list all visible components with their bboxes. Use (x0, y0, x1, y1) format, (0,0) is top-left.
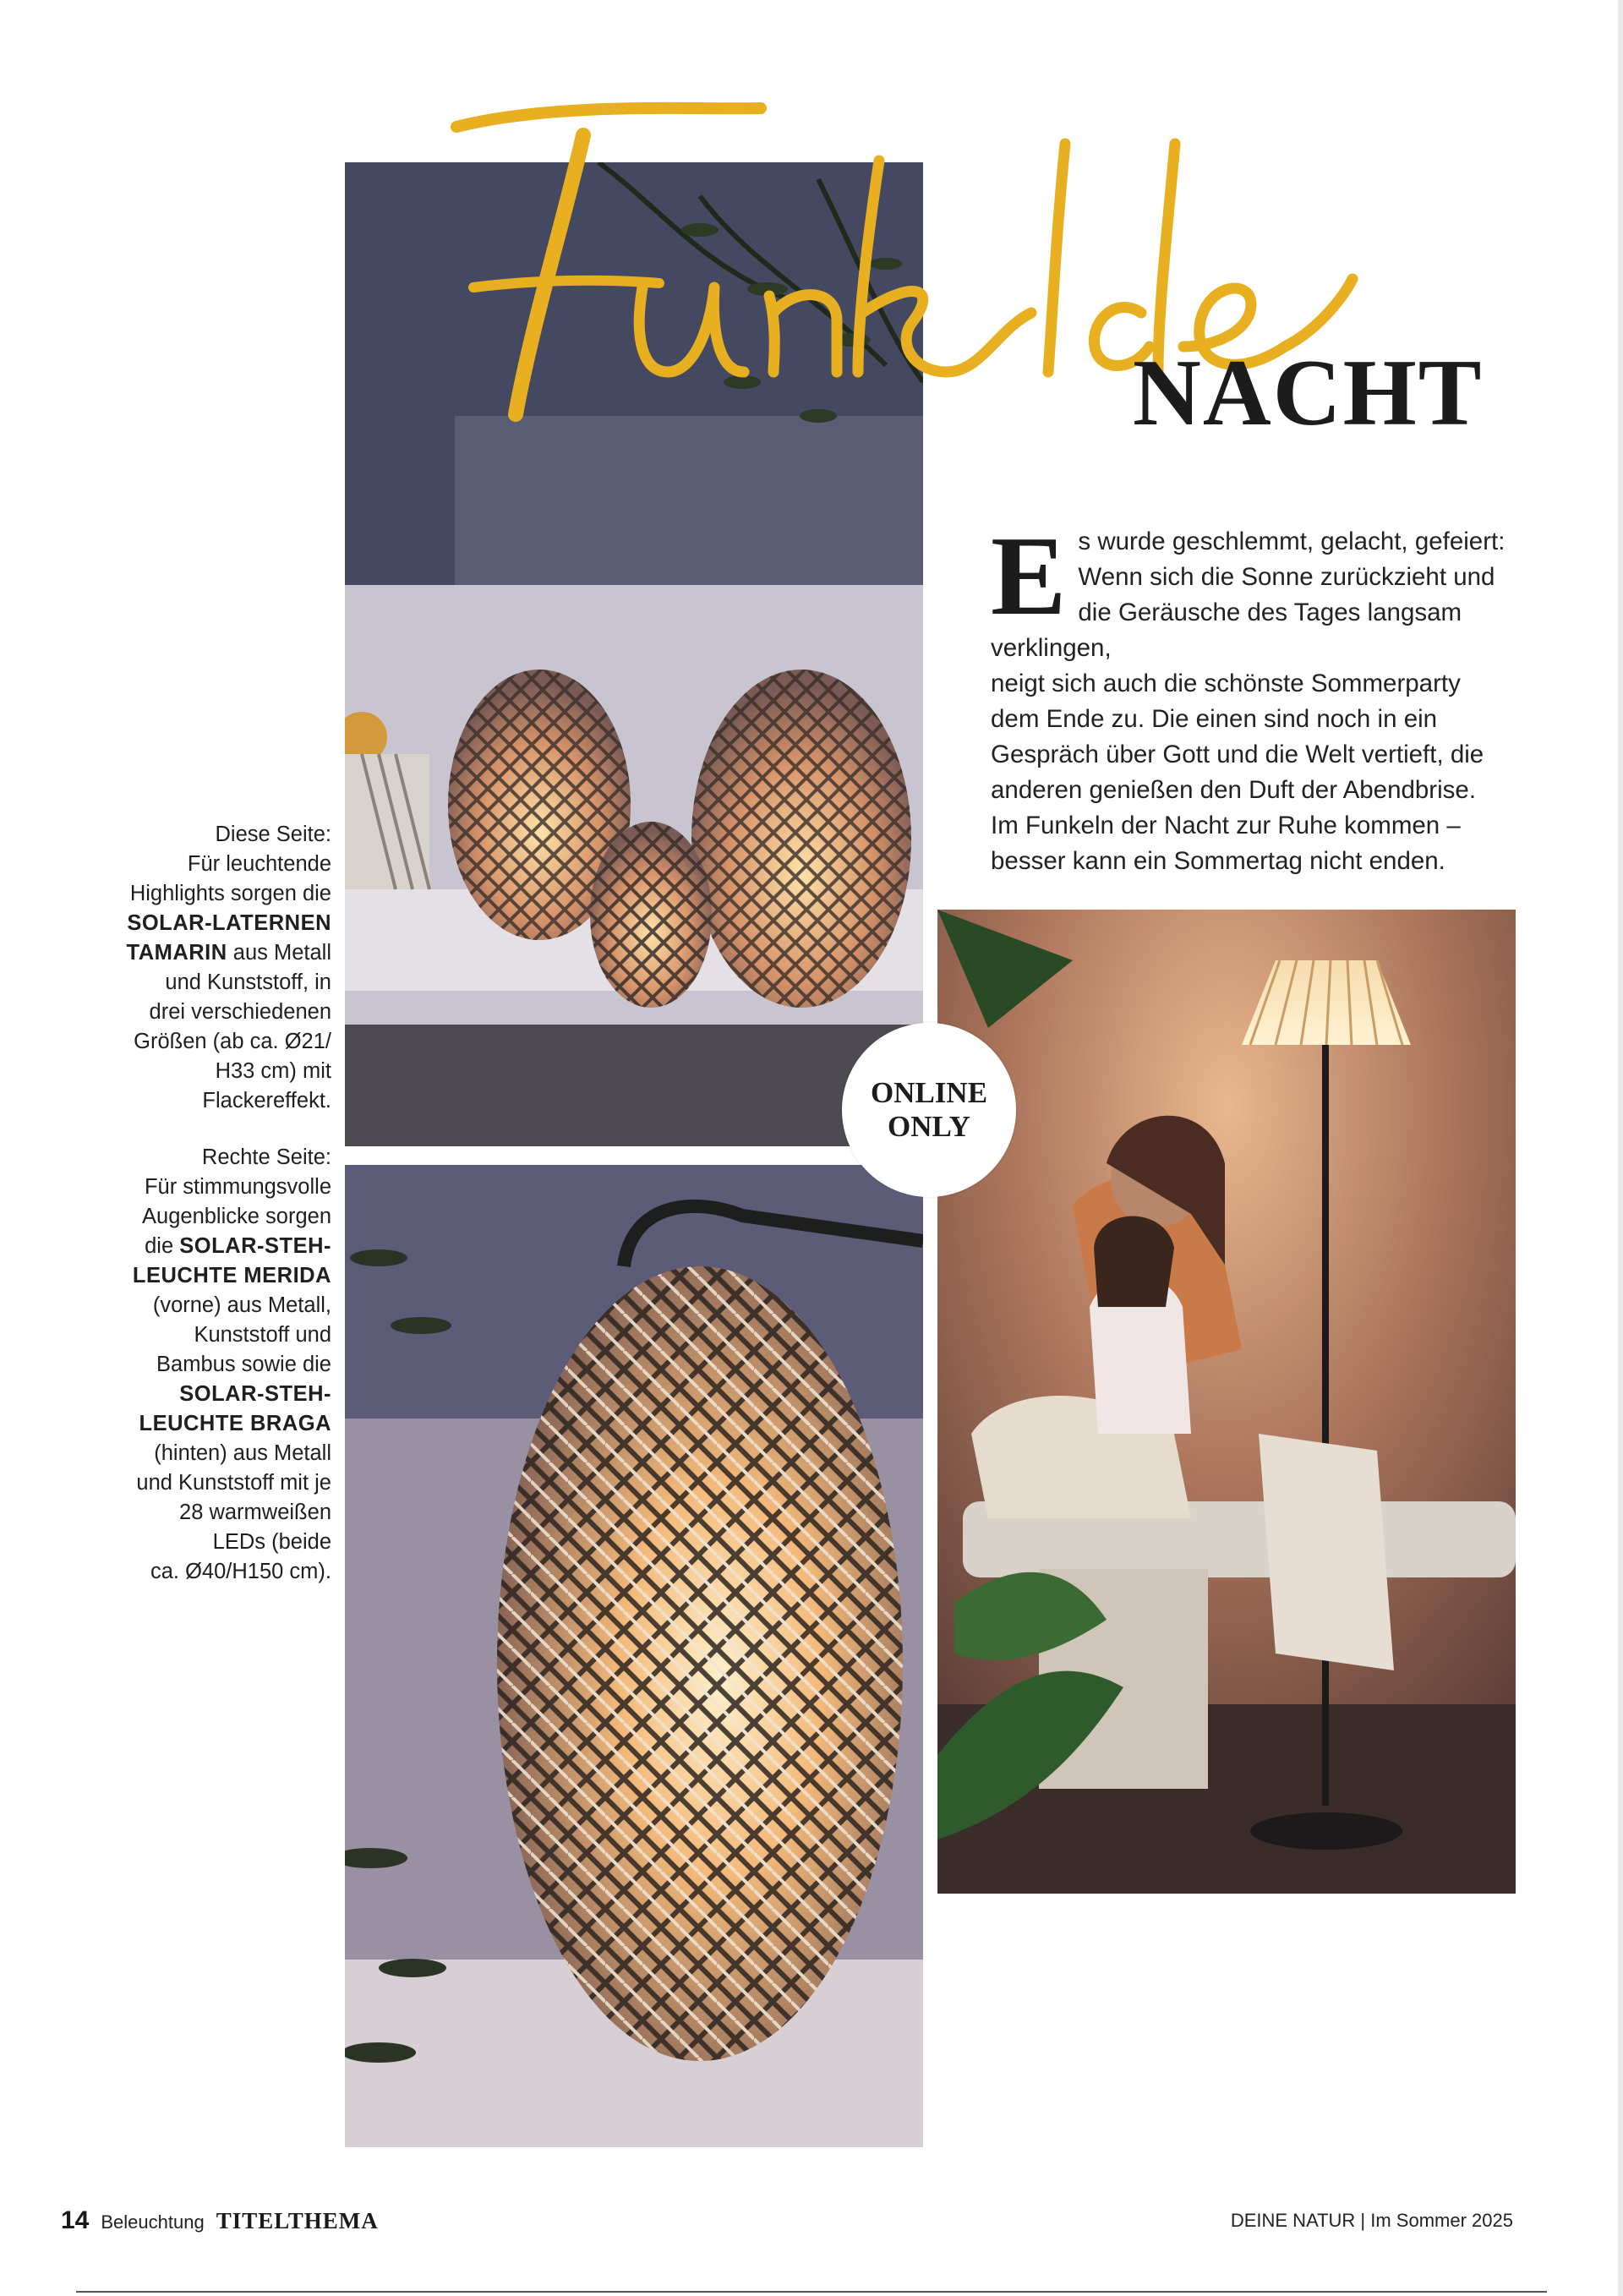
photo-floor-lamp-family (937, 910, 1516, 1894)
intro-line: neigt sich auch die schönste Sommerparty (991, 670, 1461, 697)
caption-line (68, 938, 331, 968)
caption-line: Diese Seite: (215, 823, 331, 846)
caption-text: die (145, 1234, 180, 1258)
caption-line: Bambus sowie die (156, 1353, 331, 1376)
caption-right-page (68, 1143, 331, 1587)
caption-line: Für leuchtende (187, 852, 331, 876)
product-name: SOLAR-STEH- (179, 1234, 331, 1258)
caption-line (68, 1261, 331, 1291)
online-only-badge (842, 1023, 1016, 1197)
caption-line (68, 909, 331, 938)
caption-text: aus Metall (227, 941, 331, 965)
intro-line: s wurde geschlemmt, gelacht, gefeiert: (1078, 528, 1506, 555)
caption-this-page (68, 820, 331, 1116)
caption-line: Highlights sorgen die (129, 882, 331, 905)
page-number: 14 (61, 2206, 90, 2234)
product-name: SOLAR-LATERNEN (127, 911, 331, 935)
badge-line: ONLINE (870, 1076, 988, 1109)
intro-line: dem Ende zu. Die einen sind noch in ein (991, 705, 1438, 733)
intro-line: Wenn sich die Sonne zurückzieht und (1078, 563, 1495, 591)
caption-line (68, 1232, 331, 1261)
drop-cap: E (991, 513, 1067, 638)
caption-line: (vorne) aus Metall, (152, 1293, 331, 1317)
intro-line: Im Funkeln der Nacht zur Ruhe kommen – (991, 812, 1461, 839)
rubric-label: TITELTHEMA (216, 2208, 379, 2233)
product-name: LEUCHTE BRAGA (139, 1412, 331, 1435)
caption-line: H33 cm) mit (215, 1059, 331, 1083)
intro-line: Gespräch über Gott und die Welt vertieft, die (991, 741, 1484, 768)
badge-line: ONLY (888, 1110, 970, 1143)
caption-line: drei verschiedenen (149, 1000, 331, 1024)
footer-left (61, 2206, 379, 2240)
caption-line: und Kunststoff, in (165, 970, 331, 994)
caption-line: Rechte Seite: (201, 1145, 331, 1169)
intro-line: die Geräusche des Tages langsam verklingen, (991, 599, 1462, 662)
caption-line: Kunststoff und (194, 1323, 331, 1347)
product-name: TAMARIN (126, 941, 227, 965)
intro-paragraph (991, 513, 1532, 875)
title-nacht: NACHT (1133, 341, 1484, 446)
product-name: LEUCHTE MERIDA (132, 1264, 331, 1287)
caption-line (68, 1380, 331, 1409)
caption-line: Für stimmungsvolle (144, 1175, 331, 1199)
footer-rule (76, 2291, 1547, 2293)
product-name: SOLAR-STEH- (179, 1382, 331, 1406)
page-edge (1618, 0, 1623, 2296)
caption-line: LEDs (beide (212, 1530, 331, 1554)
intro-line: besser kann ein Sommertag nicht enden. (991, 847, 1445, 875)
caption-line: Flackereffekt. (202, 1089, 331, 1112)
section-label: Beleuchtung (101, 2211, 205, 2233)
caption-line: 28 warmweißen (179, 1501, 331, 1524)
photo-solar-lanterns-tamarin (345, 162, 923, 1146)
caption-line: und Kunststoff mit je (136, 1471, 331, 1495)
photo-large-lantern (345, 1165, 923, 2147)
intro-line: anderen genießen den Duft der Abendbrise. (991, 776, 1477, 804)
caption-line: ca. Ø40/H150 cm). (150, 1560, 331, 1583)
caption-line: (hinten) aus Metall (154, 1441, 331, 1465)
caption-line (68, 1409, 331, 1439)
caption-line: Größen (ab ca. Ø21/ (134, 1030, 331, 1053)
caption-line: Augenblicke sorgen (142, 1205, 331, 1228)
magazine-issue: DEINE NATUR | Im Sommer 2025 (1230, 2210, 1513, 2231)
